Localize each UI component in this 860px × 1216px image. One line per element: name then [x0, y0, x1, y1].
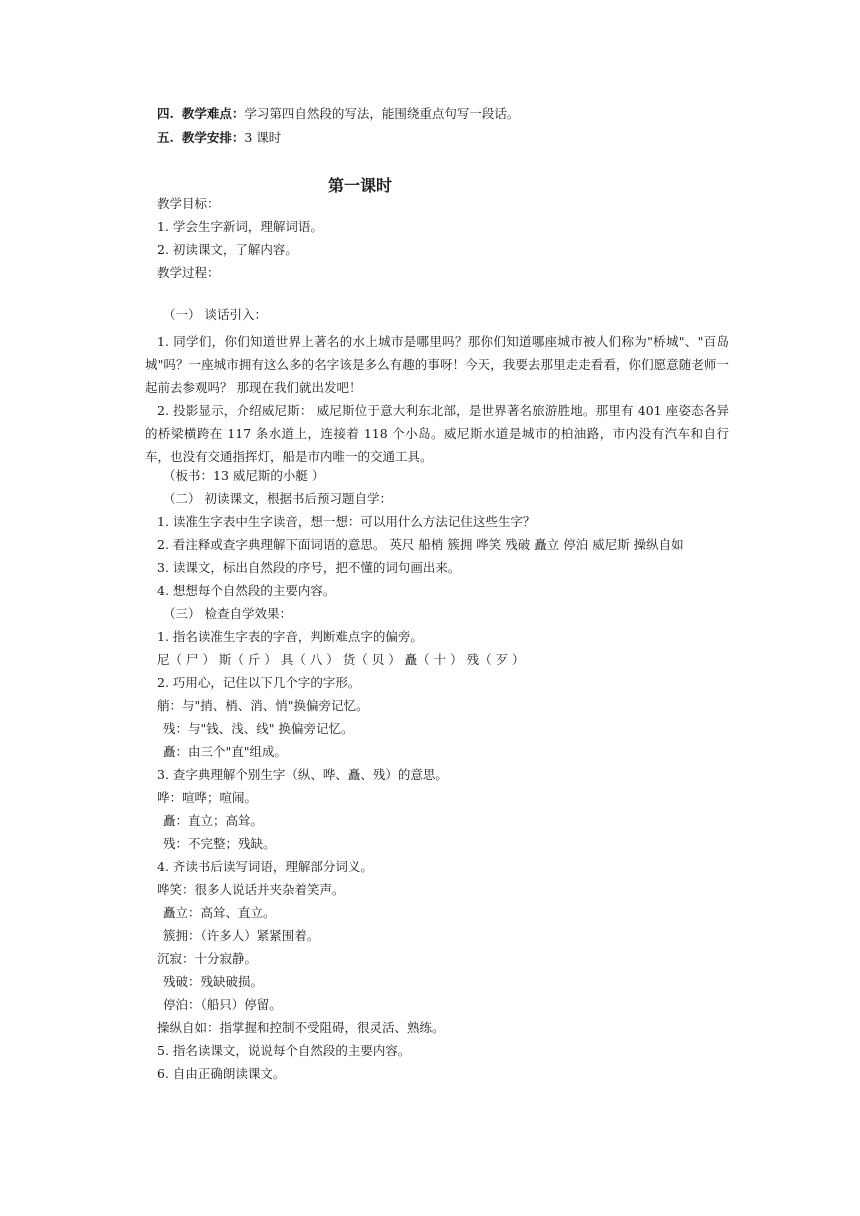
word-item: 操纵自如：指掌握和控制不受阻碍，很灵活、熟练。 — [157, 1020, 445, 1035]
check-item: 6. 自由正确朗读课文。 — [157, 1066, 286, 1081]
section-4-text: 学习第四自然段的写法，能围绕重点句写一段话。 — [244, 106, 520, 121]
check-item: 2. 巧用心，记住以下几个字的字形。 — [157, 675, 361, 690]
step-3-heading: （三） 检查自学效果： — [163, 606, 292, 621]
venice-paragraph: 2. 投影显示，介绍威尼斯： 威尼斯位于意大利东北部，是世界著名旅游胜地。那里有 401 座姿态各异的桥梁横跨在 117 条水道上，连接着 118 个小岛。威尼斯水道是城市的柏油路，市内没有汽车和自行车，也没有交通指挥灯，船是市内唯一的交通工具。 — [145, 403, 729, 464]
goals-heading: 教学目标： — [157, 196, 220, 211]
process-heading: 教学过程： — [157, 265, 220, 280]
self-study-item: 1. 读准生字表中生字读音，想一想：可以用什么方法记住这些生字？ — [157, 514, 536, 529]
section-4-number: 四. — [157, 106, 174, 121]
goal-item: 1. 学会生字新词，理解词语。 — [157, 219, 323, 234]
shape-item: 矗：由三个"直"组成。 — [163, 744, 287, 759]
step-1-heading: （一） 谈话引入： — [163, 307, 267, 322]
shape-item: 艄：与"捎、梢、消、悄"换偏旁记忆。 — [157, 698, 369, 713]
intro-paragraph: 1. 同学们，你们知道世界上著名的水上城市是哪里吗？那你们知道哪座城市被人们称为"桥城"、"百岛城"吗？一座城市拥有这么多的名字该是多么有趣的事呀！今天，我要去那里走走看看，你们愿意随老师一起前去参观吗？ 那现在我们就出发吧！ — [145, 334, 729, 395]
board-note: （板书：13 威尼斯的小艇 ） — [163, 468, 325, 483]
word-item: 停泊：（船只）停留。 — [163, 997, 282, 1012]
shape-item: 残：与"钱、浅、线" 换偏旁记忆。 — [163, 721, 354, 736]
check-item: 5. 指名读课文，说说每个自然段的主要内容。 — [157, 1043, 411, 1058]
section-4-label: 教学难点： — [181, 106, 245, 121]
lesson-title: 第一课时 — [327, 176, 392, 195]
self-study-item: 4. 想想每个自然段的主要内容。 — [157, 583, 336, 598]
check-item: 3. 查字典理解个别生字（纵、哗、矗、残）的意思。 — [157, 767, 448, 782]
section-5-line — [157, 130, 281, 146]
meaning-item: 矗：直立；高耸。 — [163, 813, 264, 828]
word-item: 簇拥：（许多人）紧紧围着。 — [163, 928, 320, 943]
word-item: 矗立：高耸、直立。 — [163, 905, 276, 920]
meaning-item: 哗：喧哗；喧闹。 — [157, 790, 258, 805]
self-study-item: 3. 读课文，标出自然段的序号，把不懂的词句画出来。 — [157, 560, 461, 575]
check-item: 1. 指名读准生字表的字音，判断难点字的偏旁。 — [157, 629, 423, 644]
goal-item: 2. 初读课文，了解内容。 — [157, 242, 298, 257]
radicals-line: 尼（ 尸 ） 斯（ 斤 ） 具（ 八 ） 货（ 贝 ） 矗（ 十 ） 残（ 歹 ） — [157, 652, 525, 667]
check-item: 4. 齐读书后读写词语，理解部分词义。 — [157, 859, 373, 874]
word-item: 沉寂：十分寂静。 — [157, 951, 258, 966]
step-2-heading: （二） 初读课文，根据书后预习题自学： — [163, 491, 392, 506]
meaning-item: 残：不完整；残缺。 — [163, 836, 276, 851]
section-5-text: 3 课时 — [244, 130, 282, 145]
section-5-number: 五. — [157, 130, 174, 145]
self-study-item: 2. 看注释或查字典理解下面词语的意思。 英尺 船梢 簇拥 哗笑 残破 矗立 停泊 威尼斯 操纵自如 — [157, 537, 684, 552]
section-4-line — [157, 106, 519, 122]
word-item: 残破：残缺破损。 — [163, 974, 264, 989]
section-5-label: 教学安排： — [181, 130, 245, 145]
word-item: 哗笑：很多人说话并夹杂着笑声。 — [157, 882, 345, 897]
